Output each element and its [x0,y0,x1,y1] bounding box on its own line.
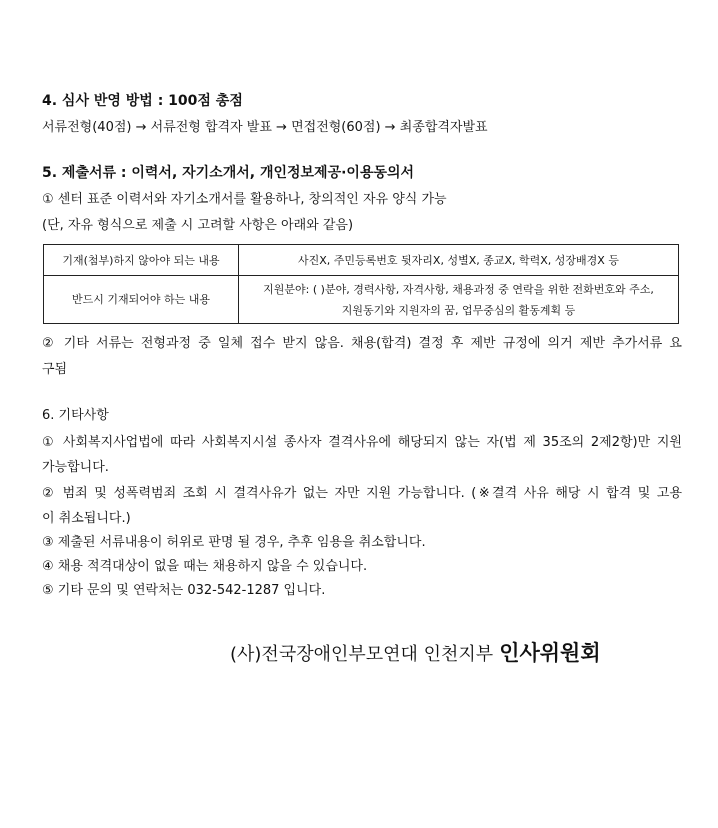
table-row [44,245,679,276]
section5-item1: ① 센터 표준 이력서와 자기소개서를 활용하나, 창의적인 자유 양식 가능 [42,192,447,207]
table-row-label: 기재(첨부)하지 않아야 되는 내용 [44,245,239,276]
section4-heading: 4. 심사 반영 방법 : 100점 총점 [42,93,243,109]
table-row-value [239,276,679,324]
section5-heading: 5. 제출서류 : 이력서, 자기소개서, 개인정보제공·이용동의서 [42,165,415,181]
table-row-value-line1: 지원분야: ( )분야, 경력사항, 자격사항, 채용과정 중 연락을 위한 전화번호와 주소, [263,282,654,296]
section6-item4: ④ 채용 적격대상이 없을 때는 채용하지 않을 수 있습니다. [42,559,368,574]
signature-org: (사)전국장애인부모연대 인천지부 [230,644,494,665]
section5-item2-line1: ② 기타 서류는 전형과정 중 일체 접수 받지 않음. 채용(합격) 결정 후 제반 규정에 의거 제반 추가서류 요 [42,336,682,351]
section6-item1-line1: ① 사회복지사업법에 따라 사회복지시설 종사자 결격사유에 해당되지 않는 자(법 제 35조의 2제2항)만 지원 [42,435,682,450]
signature-committee: 인사위원회 [499,641,601,665]
section5-item2-line2: 구됨 [42,362,68,377]
section6-item3: ③ 제출된 서류내용이 허위로 판명 될 경우, 추후 임용을 취소합니다. [42,535,426,550]
section6-item2-line1: ② 범죄 및 성폭력범죄 조회 시 결격사유가 없는 자만 지원 가능합니다. (※결격 사유 해당 시 합격 및 고용 [42,486,682,501]
table-row [44,276,679,324]
table-row-value-line2: 지원동기와 지원자의 꿈, 업무중심의 활동계획 등 [341,303,576,317]
section6-item2-line2: 이 취소됩니다.) [42,511,131,526]
section5-item1-note: (단, 자유 형식으로 제출 시 고려할 사항은 아래와 같음) [42,218,354,233]
section6-item1-line2: 가능합니다. [42,460,109,475]
requirements-table [43,244,679,324]
table-row-value: 사진X, 주민등록번호 뒷자리X, 성별X, 종교X, 학력X, 성장배경X 등 [239,245,679,276]
section4-flow: 서류전형(40점) → 서류전형 합격자 발표 → 면접전형(60점) → 최종합격자발표 [42,120,488,135]
signature [230,637,601,667]
section6-item5: ⑤ 기타 문의 및 연락처는 032-542-1287 입니다. [42,583,326,598]
section6-heading: 6. 기타사항 [42,408,109,423]
table-row-label: 반드시 기재되어야 하는 내용 [44,276,239,324]
